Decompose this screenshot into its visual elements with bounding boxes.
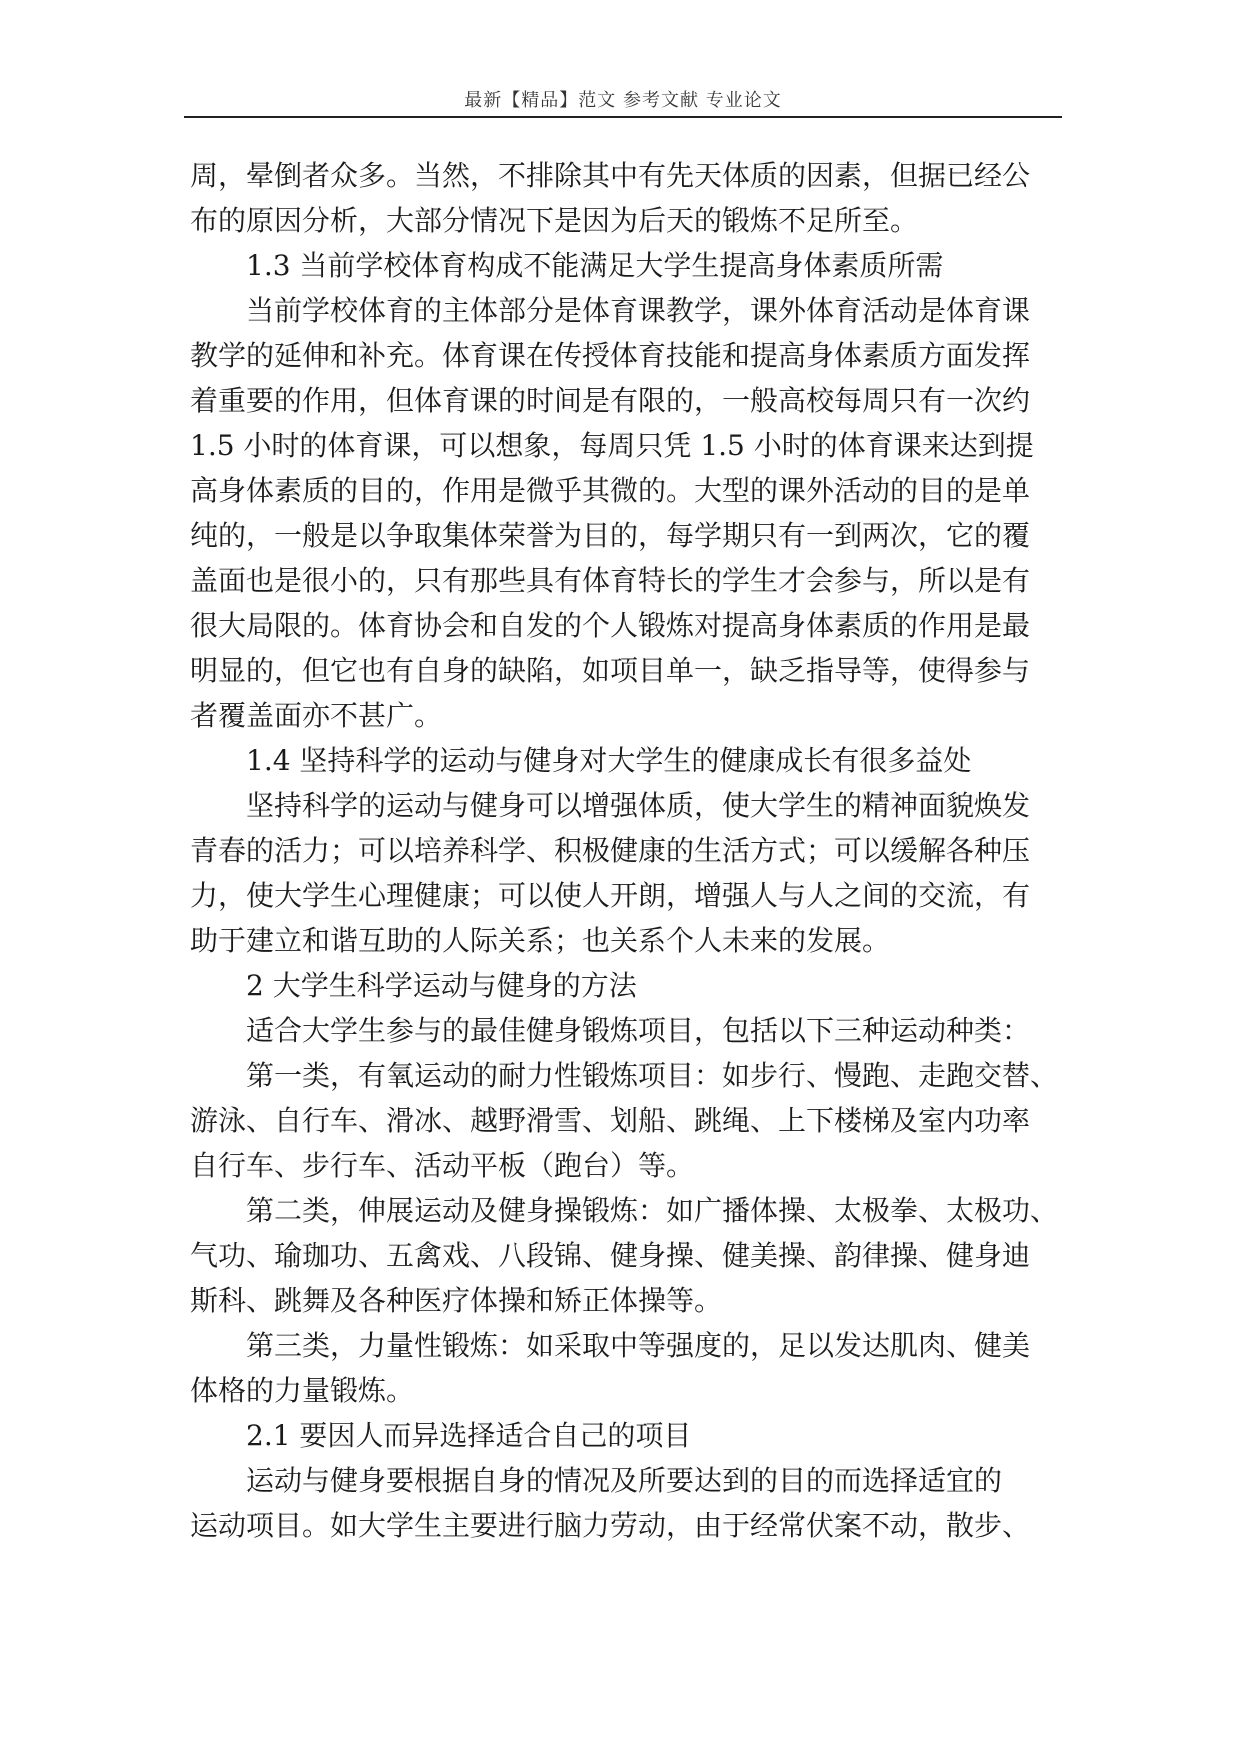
page-header: 最新【精品】范文 参考文献 专业论文: [464, 90, 782, 111]
paragraph: [190, 1053, 1060, 1188]
paragraph: [190, 783, 1060, 963]
paragraph: [190, 1008, 1060, 1053]
paragraph: [190, 1323, 1060, 1413]
paragraph: [190, 153, 1060, 243]
text-line: 游泳、自行车、滑冰、越野滑雪、划船、跳绳、上下楼梯及室内功率: [190, 1104, 1031, 1137]
heading-text: 1.4 坚持科学的运动与健身对大学生的健康成长有很多益处: [246, 744, 972, 777]
text-line: 1.5 小时的体育课，可以想象，每周只凭 1.5 小时的体育课来达到提: [190, 429, 1034, 462]
paragraph: [190, 1458, 1060, 1548]
text-line: 盖面也是很小的，只有那些具有体育特长的学生才会参与，所以是有: [190, 564, 1031, 597]
paragraph: [190, 1188, 1060, 1323]
heading-text: 2 大学生科学运动与健身的方法: [246, 969, 637, 1002]
text-line: 当前学校体育的主体部分是体育课教学，课外体育活动是体育课: [246, 294, 1031, 327]
text-line: 运动与健身要根据自身的情况及所要达到的目的而选择适宜的: [246, 1464, 1003, 1497]
text-line: 力，使大学生心理健康；可以使人开朗，增强人与人之间的交流，有: [190, 879, 1031, 912]
text-line: 明显的，但它也有自身的缺陷，如项目单一，缺乏指导等，使得参与: [190, 654, 1031, 687]
text-line: 青春的活力；可以培养科学、积极健康的生活方式；可以缓解各种压: [190, 834, 1031, 867]
text-line: 助于建立和谐互助的人际关系；也关系个人未来的发展。: [190, 924, 891, 957]
header-divider: [184, 116, 1062, 118]
text-line: 坚持科学的运动与健身可以增强体质，使大学生的精神面貌焕发: [246, 789, 1031, 822]
text-line: 着重要的作用，但体育课的时间是有限的，一般高校每周只有一次约: [190, 384, 1031, 417]
section-heading: [190, 243, 1060, 288]
text-line: 第三类，力量性锻炼：如采取中等强度的，足以发达肌肉、健美: [246, 1329, 1031, 1362]
text-line: 第一类，有氧运动的耐力性锻炼项目：如步行、慢跑、走跑交替、: [246, 1059, 1059, 1092]
section-heading: [190, 1413, 1060, 1458]
text-line: 纯的，一般是以争取集体荣誉为目的，每学期只有一到两次，它的覆: [190, 519, 1031, 552]
text-line: 第二类，伸展运动及健身操锻炼：如广播体操、太极拳、太极功、: [246, 1194, 1059, 1227]
document-body: [190, 153, 1060, 1548]
text-line: 周，晕倒者众多。当然，不排除其中有先天体质的因素，但据已经公: [190, 159, 1031, 192]
text-line: 很大局限的。体育协会和自发的个人锻炼对提高身体素质的作用是最: [190, 609, 1031, 642]
text-line: 运动项目。如大学生主要进行脑力劳动，由于经常伏案不动，散步、: [190, 1509, 1031, 1542]
text-line: 者覆盖面亦不甚广。: [190, 699, 443, 732]
text-line: 斯科、跳舞及各种医疗体操和矫正体操等。: [190, 1284, 723, 1317]
text-line: 教学的延伸和补充。体育课在传授体育技能和提高身体素质方面发挥: [190, 339, 1031, 372]
text-line: 气功、瑜珈功、五禽戏、八段锦、健身操、健美操、韵律操、健身迪: [190, 1239, 1031, 1272]
heading-text: 1.3 当前学校体育构成不能满足大学生提高身体素质所需: [246, 249, 944, 282]
paragraph: [190, 288, 1060, 738]
text-line: 适合大学生参与的最佳健身锻炼项目，包括以下三种运动种类：: [246, 1014, 1031, 1047]
text-line: 自行车、步行车、活动平板（跑台）等。: [190, 1149, 695, 1182]
heading-text: 2.1 要因人而异选择适合自己的项目: [246, 1419, 692, 1452]
section-heading: [190, 963, 1060, 1008]
text-line: 高身体素质的目的，作用是微乎其微的。大型的课外活动的目的是单: [190, 474, 1031, 507]
text-line: 布的原因分析，大部分情况下是因为后天的锻炼不足所至。: [190, 204, 919, 237]
text-line: 体格的力量锻炼。: [190, 1374, 415, 1407]
section-heading: [190, 738, 1060, 783]
